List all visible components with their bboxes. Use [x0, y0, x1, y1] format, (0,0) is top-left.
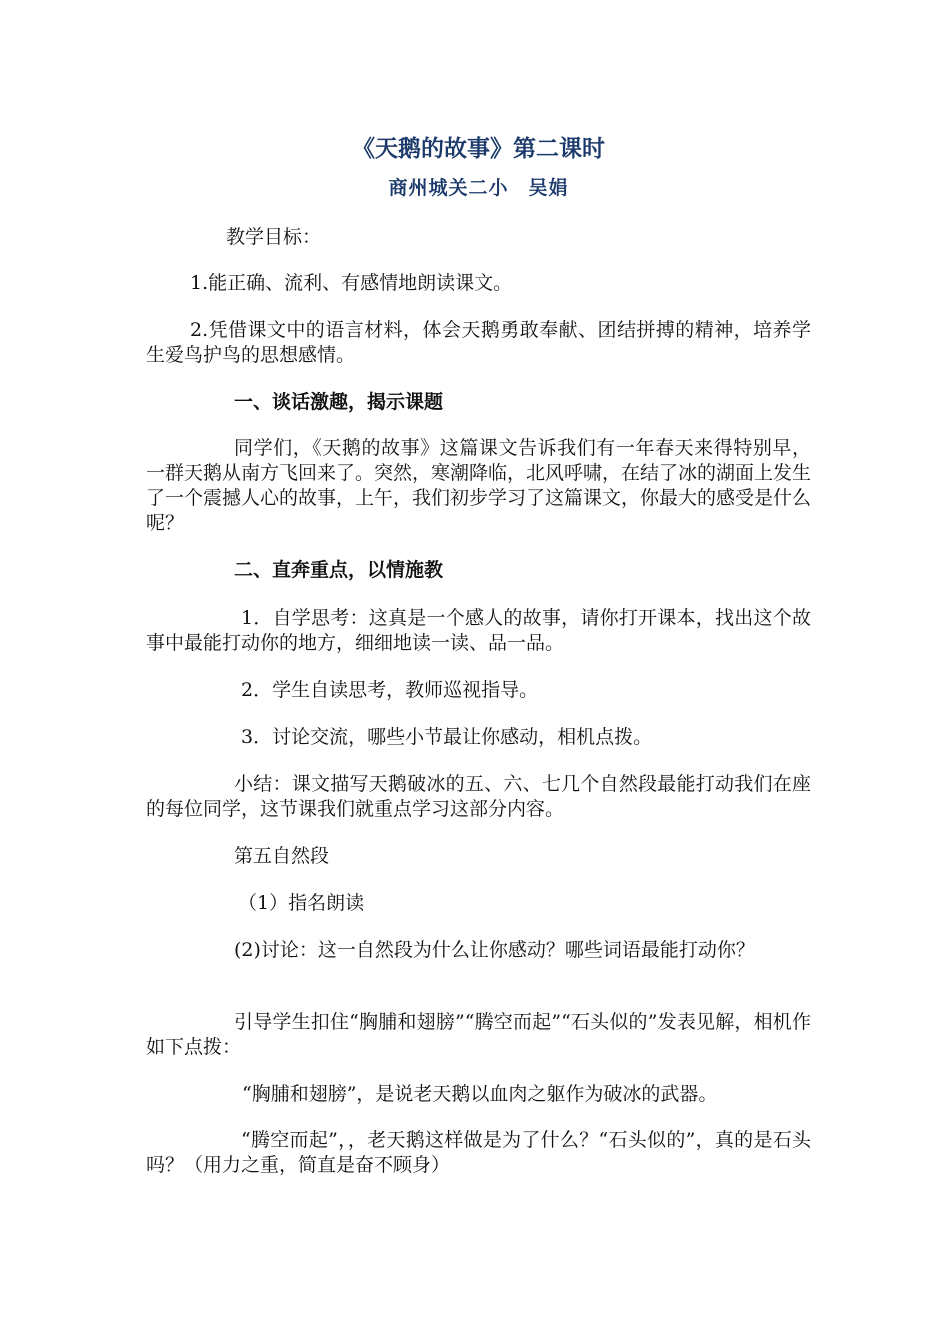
section-heading-1: 一、谈话激趣，揭示课题: [234, 391, 444, 413]
paragraph-item-1: （1）指名朗读: [238, 892, 365, 914]
author-line: 商州城关二小 吴娟: [388, 177, 569, 199]
paragraph-guidance: 引导学生扣住“胸脯和翅膀”“腾空而起”“石头似的”发表见解，相机作如下点拨：: [146, 1011, 811, 1058]
paragraph-objective-2: 2.凭借课文中的语言材料，体会天鹅勇敢奉献、团结拼搏的精神，培养学生爱鸟护鸟的思想感情。: [146, 319, 811, 366]
section-heading-2: 二、直奔重点，以情施教: [234, 559, 444, 581]
paragraph-section-five: 第五自然段: [234, 845, 330, 867]
paragraph-intro: 同学们，《天鹅的故事》这篇课文告诉我们有一年春天来得特别早，一群天鹅从南方飞回来了。突然，寒潮降临，北风呼啸，在结了冰的湖面上发生了一个震撼人心的故事，上午，我们初步学习了这篇课文，你最大的感受是什么呢？: [146, 437, 812, 534]
paragraph-objectives-label: 教学目标：: [226, 226, 322, 248]
paragraph-step-3: 3．讨论交流，哪些小节最让你感动，相机点拨。: [241, 726, 653, 748]
paragraph-step-2: 2．学生自读思考，教师巡视指导。: [241, 679, 539, 701]
document-title: 《天鹅的故事》第二课时: [352, 136, 605, 162]
document-page: [146, 0, 811, 1344]
paragraph-item-2: (2)讨论：这一自然段为什么让你感动？哪些词语最能打动你？: [234, 939, 755, 961]
paragraph-soar: “腾空而起”，，老天鹅这样做是为了什么？“石头似的”，真的是石头吗？（用力之重，简直是奋不顾身）: [146, 1129, 811, 1176]
paragraph-objective-1: 1.能正确、流利、有感情地朗读课文。: [190, 272, 513, 294]
paragraph-chest-wings: “胸脯和翅膀”，是说老天鹅以血肉之躯作为破冰的武器。: [242, 1083, 718, 1105]
paragraph-step-1: 1．自学思考：这真是一个感人的故事，请你打开课本，找出这个故事中最能打动你的地方，细细地读一读、品一品。: [146, 607, 811, 654]
paragraph-summary: 小结：课文描写天鹅破冰的五、六、七几个自然段最能打动我们在座的每位同学，这节课我们就重点学习这部分内容。: [146, 773, 811, 820]
